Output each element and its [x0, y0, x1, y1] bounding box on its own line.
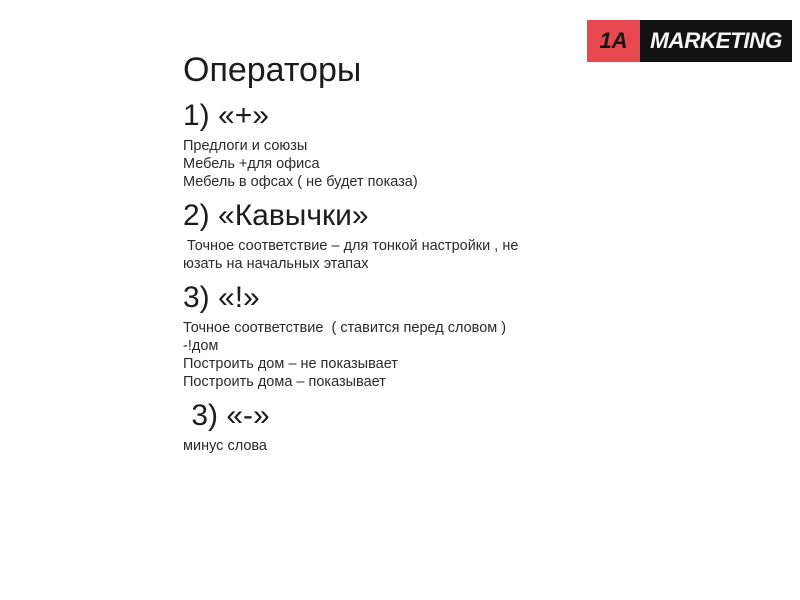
brand-logo: [587, 20, 792, 62]
section-heading-1: 1) «+»: [183, 99, 269, 132]
section-heading-2: 2) «Кавычки»: [183, 199, 369, 232]
section-line: юзать на начальных этапах: [183, 256, 369, 272]
logo-marketing-badge: [640, 20, 792, 62]
section-line: Точное соответствие ( ставится перед словом ): [183, 320, 507, 336]
section-line: Мебель в офсах ( не будет показа): [183, 174, 418, 190]
section-line: Мебель +для офиса: [183, 156, 320, 172]
section-line: -!дом: [183, 338, 219, 354]
section-line: Построить дом – не показывает: [183, 356, 398, 372]
logo-marketing-text: MARKETING: [650, 28, 782, 53]
section-heading-3: 3) «!»: [183, 281, 260, 314]
section-line: Построить дома – показывает: [183, 374, 386, 390]
section-line: минус слова: [183, 438, 267, 454]
section-heading-4: 3) «-»: [183, 399, 270, 432]
section-line: Точное соответствие – для тонкой настройки , не: [183, 238, 519, 254]
logo-1a-badge: [587, 20, 640, 62]
slide-content: [183, 50, 583, 455]
section-line: Предлоги и союзы: [183, 138, 308, 154]
slide-title: Операторы: [183, 51, 362, 89]
operator-sections: [183, 97, 583, 455]
logo-1a-text: 1A: [599, 28, 628, 53]
